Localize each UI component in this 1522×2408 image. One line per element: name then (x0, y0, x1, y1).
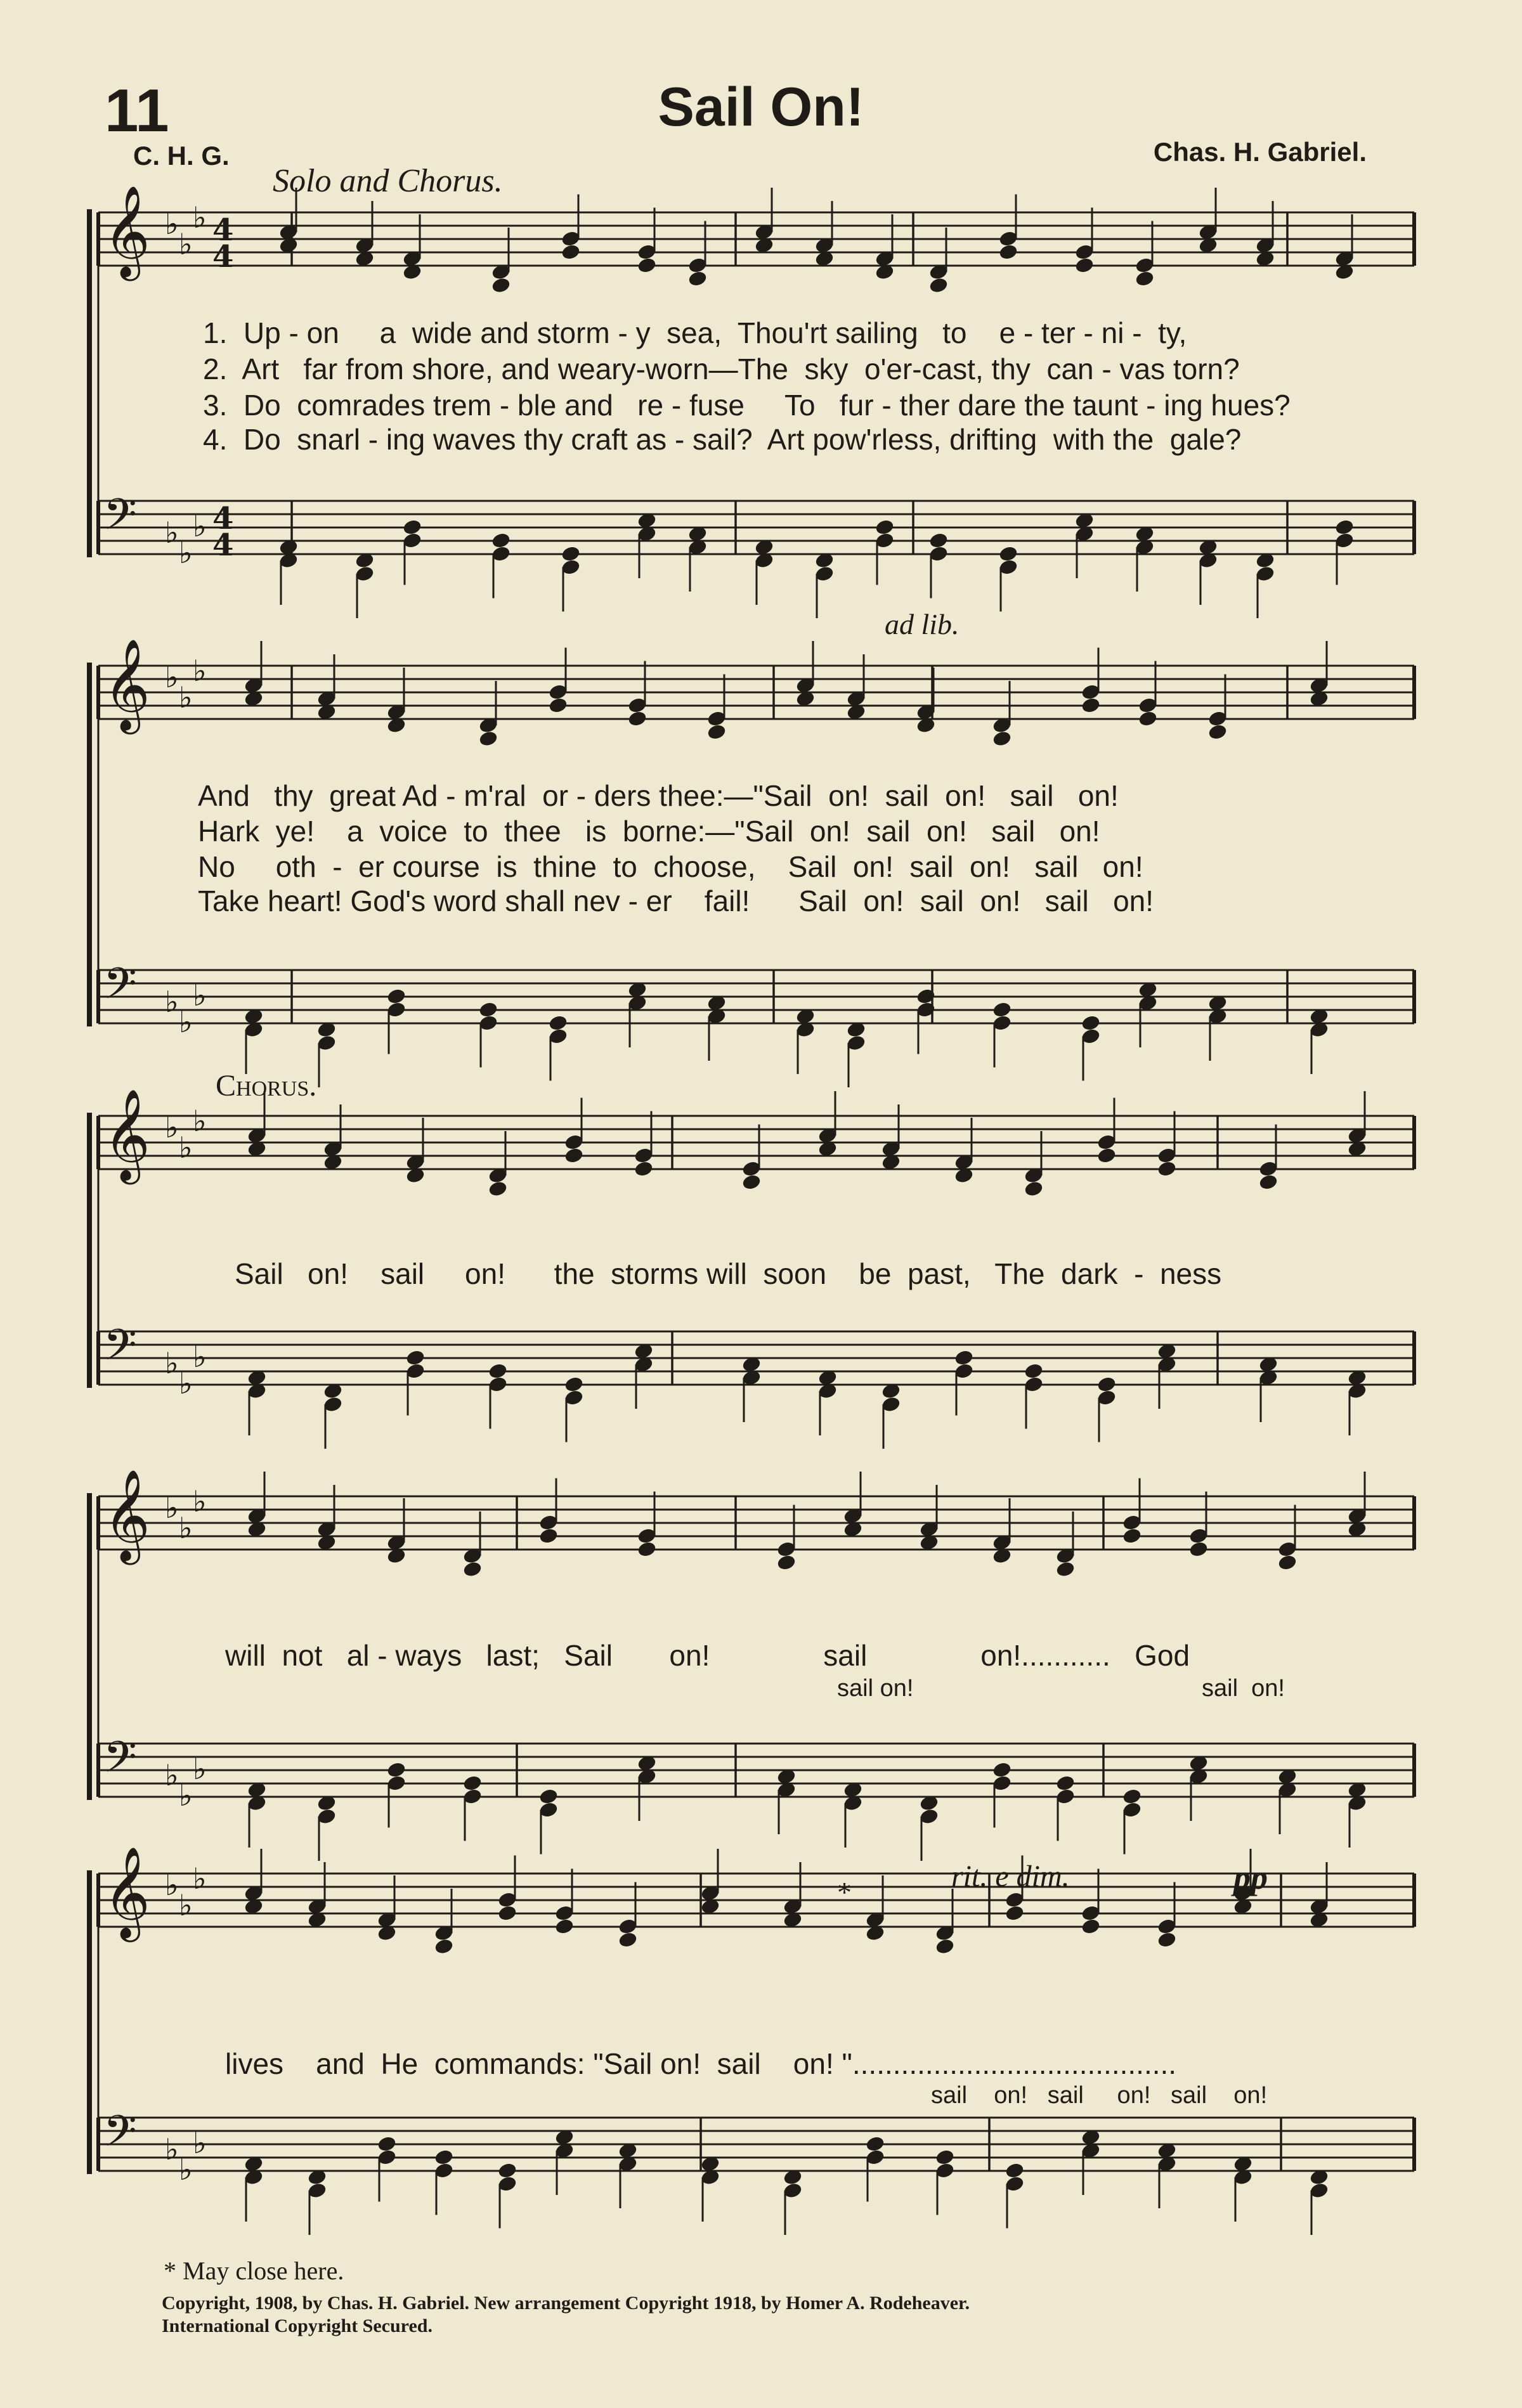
svg-text:𝄞: 𝄞 (103, 1469, 150, 1561)
svg-text:♭: ♭ (179, 1888, 193, 1922)
svg-text:♭: ♭ (165, 1346, 179, 1380)
svg-text:♭: ♭ (193, 1752, 207, 1786)
svg-text:♭: ♭ (179, 1005, 193, 1039)
verse-2-line: Hark ye! a voice to thee is borne:—"Sail on! sail on! sail on! (198, 815, 1100, 848)
svg-text:𝄞: 𝄞 (103, 1089, 150, 1181)
svg-text:♭: ♭ (165, 1110, 179, 1144)
svg-text:4: 4 (212, 212, 234, 248)
svg-text:♭: ♭ (179, 2152, 193, 2187)
composer-credit: Chas. H. Gabriel. (1153, 137, 1367, 167)
svg-text:4: 4 (212, 239, 234, 275)
svg-text:♭: ♭ (193, 1104, 207, 1138)
svg-text:♭: ♭ (193, 1340, 207, 1374)
response-lyric: sail on! (1202, 1675, 1285, 1702)
svg-text:𝄢: 𝄢 (103, 959, 137, 1020)
svg-text:𝄞: 𝄞 (103, 638, 150, 730)
svg-text:𝄞: 𝄞 (103, 185, 150, 277)
dynamic-pp: pp (1233, 1858, 1268, 1896)
response-lyric: sail on! (837, 1675, 914, 1702)
svg-text:♭: ♭ (193, 1861, 207, 1896)
svg-text:♭: ♭ (165, 985, 179, 1019)
svg-text:𝄢: 𝄢 (103, 490, 137, 550)
tempo-direction: Solo and Chorus. (273, 163, 503, 199)
svg-text:♭: ♭ (165, 1491, 179, 1525)
svg-text:♭: ♭ (165, 2132, 179, 2166)
svg-text:♭: ♭ (179, 227, 193, 261)
svg-text:♭: ♭ (193, 200, 207, 235)
ad-lib-direction: ad lib. (885, 608, 959, 640)
svg-text:♭: ♭ (165, 515, 179, 550)
verse-1-line: And thy great Ad - m'ral or - ders thee:—"Sail on! sail on! sail on! (198, 779, 1119, 812)
svg-text:♭: ♭ (165, 1758, 179, 1792)
svg-text:𝄢: 𝄢 (103, 1321, 137, 1381)
hymn-title: Sail On! (658, 77, 864, 138)
lyricist-credit: C. H. G. (133, 141, 230, 171)
close-marker: * (837, 1876, 852, 1908)
svg-text:𝄞: 𝄞 (103, 1846, 150, 1938)
hymn-number: 11 (105, 77, 169, 145)
svg-text:♭: ♭ (193, 509, 207, 543)
copyright-notice (162, 2292, 1367, 2338)
svg-text:♭: ♭ (193, 2126, 207, 2160)
verse-2-line: 2. Art far from shore, and weary-worn—The sky o'er-cast, thy can - vas torn? (203, 353, 1240, 385)
verse-3-line: No oth - er course is thine to choose, Sail on! sail on! sail on! (198, 850, 1143, 883)
response-lyric: sail on! sail on! sail on! (931, 2082, 1268, 2109)
svg-text:𝄢: 𝄢 (103, 2107, 137, 2167)
chorus-lyric-line: will not al - ways last; Sail on! sail on!........... God (225, 1639, 1190, 1672)
copyright-line: International Copyright Secured. (162, 2315, 433, 2336)
copyright-line: Copyright, 1908, by Chas. H. Gabriel. New arrangement Copyright 1918, by Homer A. Rodeheaver. (162, 2293, 970, 2314)
svg-text:♭: ♭ (179, 1511, 193, 1545)
verse-4-line: Take heart! God's word shall nev - er fail! Sail on! sail on! sail on! (198, 884, 1154, 917)
chorus-lyric-line: Sail on! sail on! the storms will soon be past, The dark - ness (235, 1257, 1222, 1290)
chorus-heading: Chorus. (216, 1069, 317, 1103)
svg-text:♭: ♭ (165, 660, 179, 694)
svg-text:♭: ♭ (165, 207, 179, 241)
svg-text:♭: ♭ (179, 1366, 193, 1401)
svg-text:♭: ♭ (179, 680, 193, 715)
verse-4-line: 4. Do snarl - ing waves thy craft as - sail? Art pow'rless, drifting with the gale? (203, 423, 1242, 456)
rit-direction: rit. e dim. (951, 1860, 1070, 1893)
svg-text:♭: ♭ (193, 1484, 207, 1518)
footnote: * May close here. (164, 2256, 344, 2285)
verse-1-line: 1. Up - on a wide and storm - y sea, Thou'rt sailing to e - ter - ni - ty, (203, 316, 1187, 349)
svg-text:4: 4 (212, 528, 234, 563)
svg-text:♭: ♭ (165, 1868, 179, 1902)
svg-text:♭: ♭ (179, 1130, 193, 1165)
svg-text:𝄢: 𝄢 (103, 1733, 137, 1793)
svg-text:♭: ♭ (193, 978, 207, 1013)
verse-3-line: 3. Do comrades trem - ble and re - fuse To fur - ther dare the taunt - ing hues? (203, 389, 1291, 422)
svg-text:♭: ♭ (179, 536, 193, 570)
chorus-lyric-line: lives and He commands: "Sail on! sail on! "........................................ (225, 2047, 1177, 2080)
svg-text:♭: ♭ (179, 1778, 193, 1813)
svg-text:♭: ♭ (193, 654, 207, 688)
svg-text:4: 4 (212, 501, 234, 536)
